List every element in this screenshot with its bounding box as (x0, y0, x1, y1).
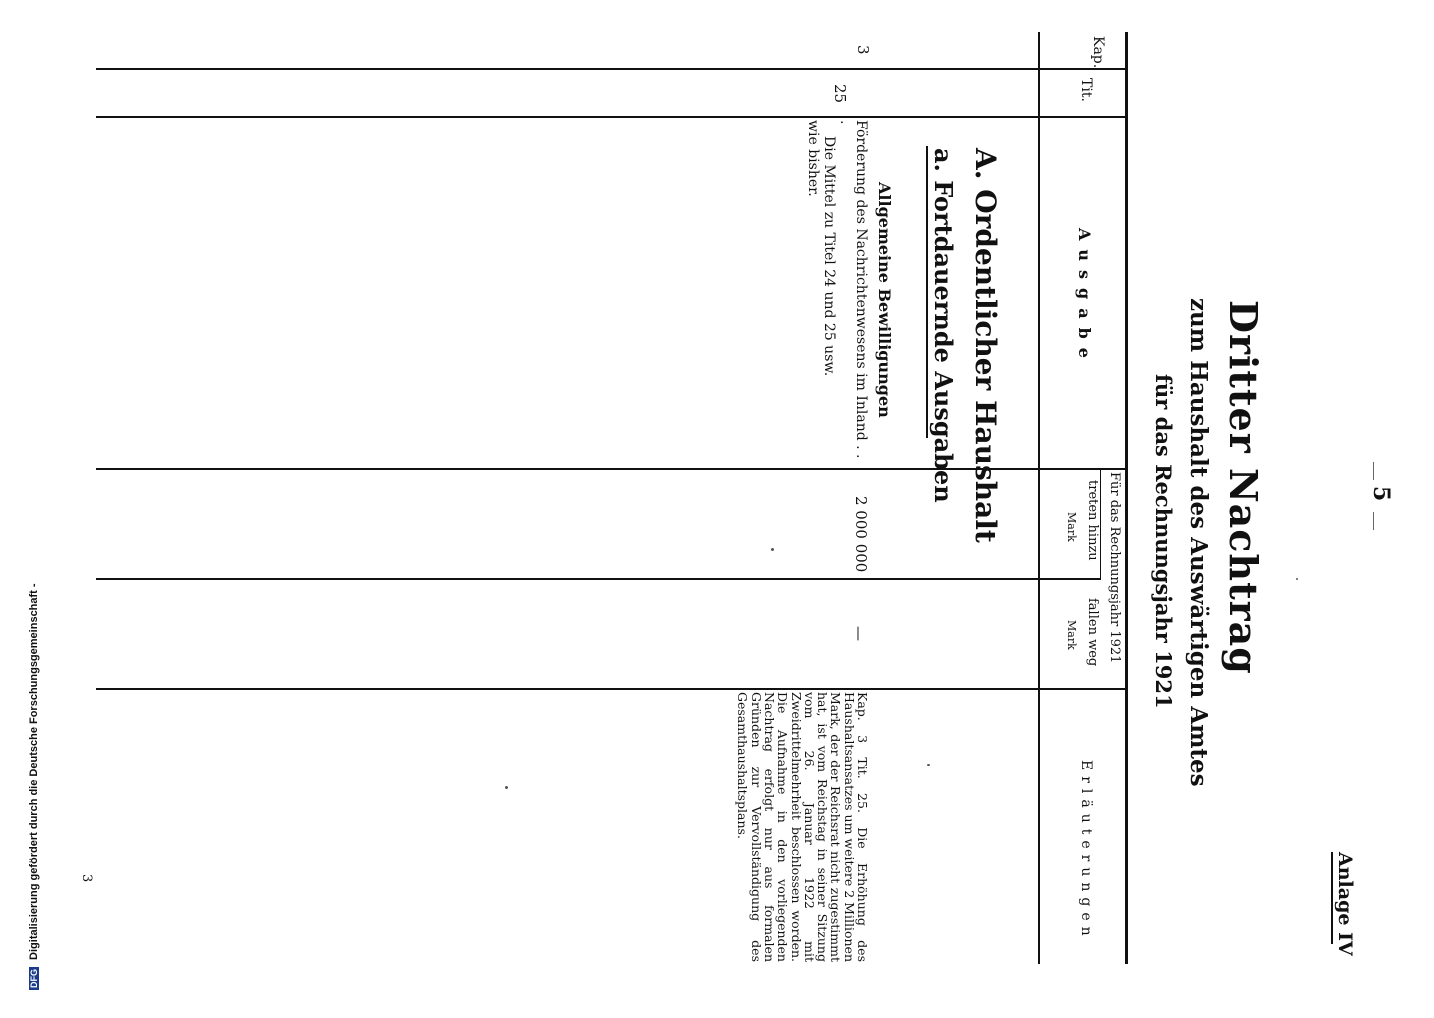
row-item-line-1: Förderung des Nachrichtenwesens im Inland . . . (837, 120, 869, 459)
margin-funding-note: Digitalisierung gefördert durch die Deutsche Forschungsgemeinschaft - (28, 583, 40, 960)
column-rule-kap (96, 68, 1126, 70)
margin-dfg-logo: DFG (29, 969, 39, 988)
header-unit-treten: Mark (1065, 512, 1078, 542)
scan-speck (1296, 578, 1298, 580)
scan-speck (927, 764, 930, 766)
grant-group-heading: Allgemeine Bewilligungen (875, 182, 894, 418)
section-heading: A. Ordentlicher Haushalt (969, 148, 1002, 543)
header-erlaeuterungen: Erläuterungen (1078, 760, 1094, 942)
annex-label: Anlage IV (1334, 852, 1356, 956)
column-rule-treten (96, 578, 1100, 580)
row-item-line-3: wie bisher. (805, 120, 821, 197)
column-rule-fallen (96, 688, 1126, 690)
row-item-text (805, 120, 869, 465)
scan-speck (505, 786, 508, 789)
column-rule-tit (96, 116, 1126, 118)
annex-underline (1331, 852, 1333, 944)
document-title: Dritter Nachtrag (1221, 300, 1266, 675)
page-number-dash-right (1373, 512, 1374, 530)
sheet-number: 3 (79, 874, 94, 883)
header-treten-hinzu: treten hinzu (1085, 480, 1100, 561)
year-group-rule (1100, 468, 1101, 580)
header-tit: Tit. (1078, 78, 1094, 102)
table-header-rule (1038, 32, 1040, 964)
page-number-dash-left (1373, 462, 1374, 480)
header-fallen-weg: fallen weg (1085, 598, 1100, 667)
section-subheading-underline (926, 146, 928, 438)
header-ausgabe: Ausgabe (1075, 228, 1094, 367)
table-top-rule (1125, 32, 1128, 964)
scan-speck (771, 548, 774, 551)
document-subtitle-2: für das Rechnungsjahr 1921 (1151, 374, 1176, 709)
document-subtitle-1: zum Haushalt des Auswärtigen Amtes (1185, 298, 1212, 787)
header-year-group: Für das Rechnungsjahr 1921 (1107, 472, 1122, 664)
section-subheading: a. Fortdauernde Ausgaben (929, 148, 958, 503)
row-tit: 25 (831, 84, 849, 104)
header-kap: Kap. (1090, 36, 1106, 69)
page-number: 5 (1368, 486, 1394, 502)
row-amount-fallen-weg: — (850, 626, 868, 641)
row-amount-treten-hinzu: 2 000 000 (852, 496, 870, 573)
row-kap: 3 (854, 45, 872, 55)
row-explanation: Kap. 3 Tit. 25. Die Erhöhung des Haushaltsansatzes um weitere 2 Millionen Mark, der der Reichsrat nicht zugestimmt hat, ist vom Reichstag in seiner Sitzung vom 26. Januar 1922 mit Zweidrittelmehrheit beschlossen worden. Die Aufnahme in den vorliegenden Nachtrag erfolgt nur aus formalen Gründen zur Vervollständigung des Gesamthaushaltsplans. (735, 692, 870, 963)
row-item-line-2: Die Mittel zu Titel 24 und 25 usw. (821, 136, 837, 377)
header-unit-fallen: Mark (1065, 620, 1078, 650)
